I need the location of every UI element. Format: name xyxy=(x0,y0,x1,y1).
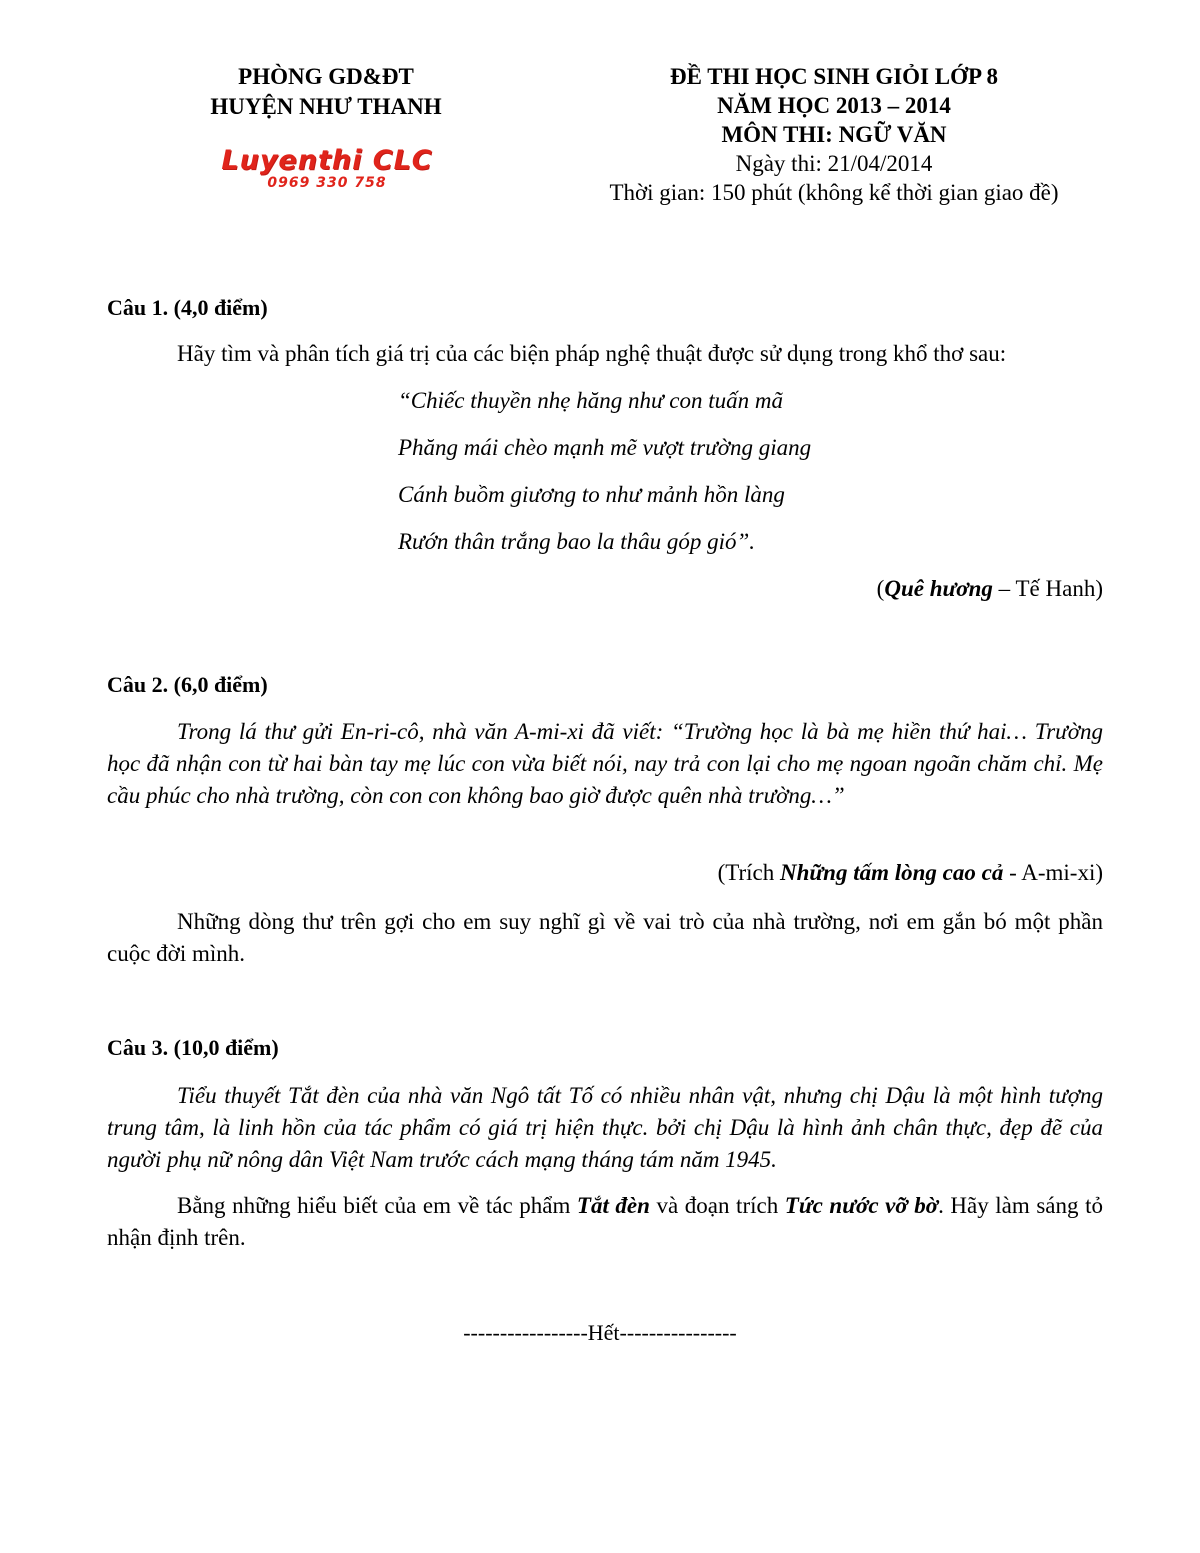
question-1-prompt: Hãy tìm và phân tích giá trị của các biện pháp nghệ thuật được sử dụng trong khổ thơ sau: xyxy=(177,341,1007,366)
question-3-title: Câu 3. (10,0 điểm) xyxy=(107,1035,279,1060)
work-title: Tắt đèn xyxy=(576,1193,650,1218)
end-marker: -----------------Hết---------------- xyxy=(463,1320,737,1345)
district-name: HUYỆN NHƯ THANH xyxy=(210,94,442,119)
logo xyxy=(216,146,438,190)
exam-header xyxy=(560,62,1108,207)
question-2-prompt: Những dòng thư trên gợi cho em suy nghĩ gì về vai trò của nhà trường, nơi em gắn bó một phần cuộc đời mình. xyxy=(107,909,1103,966)
question-3-prompt xyxy=(107,1190,1103,1254)
prompt-text: Bằng những hiểu biết của em về tác phẩm xyxy=(177,1193,577,1218)
logo-name: Luyenthi CLC xyxy=(221,145,433,176)
question-2-source xyxy=(718,860,1103,886)
work-title: Tức nước vỡ bờ xyxy=(784,1193,939,1218)
department-name: PHÒNG GD&ĐT xyxy=(238,64,414,89)
subject: MÔN THI: NGỮ VĂN xyxy=(721,122,947,147)
source-work: Những tấm lòng cao cả xyxy=(779,860,1004,885)
source-work: Quê hương xyxy=(884,576,993,601)
poem-line: “Chiếc thuyền nhẹ hăng như con tuấn mã xyxy=(398,388,783,413)
poem-line: Cánh buồm giương to như mảnh hồn làng xyxy=(398,482,785,507)
question-2-quote: Trong lá thư gửi En-ri-cô, nhà văn A-mi-xi đã viết: “Trường học là bà mẹ hiền thứ hai… Trường học đã nhận con từ hai bàn tay mẹ lúc con vừa biết nói, nay trả con lại cho mẹ ngoan ngoãn chăm chỉ. Mẹ cầu phúc cho nhà trường, còn con con không bao giờ được quên nhà trường…” xyxy=(107,719,1103,808)
source-open: ( xyxy=(876,576,885,601)
exam-date: Ngày thi: 21/04/2014 xyxy=(735,151,933,176)
department-header xyxy=(170,62,482,122)
source-author: - A-mi-xi) xyxy=(1003,860,1103,885)
question-1-title: Câu 1. (4,0 điểm) xyxy=(107,295,268,320)
question-1-source xyxy=(877,576,1103,602)
logo-phone: 0969 330 758 xyxy=(267,175,387,191)
exam-duration: Thời gian: 150 phút (không kể thời gian giao đề) xyxy=(609,180,1059,205)
source-open: (Trích xyxy=(717,860,780,885)
prompt-text: . Hãy làm sáng tỏ nhận định trên. xyxy=(107,1193,1103,1250)
poem-line: Phăng mái chèo mạnh mẽ vượt trường giang xyxy=(398,435,812,460)
poem-line: Rướn thân trắng bao la thâu góp gió”. xyxy=(398,529,756,554)
question-3-quote: Tiểu thuyết Tắt đèn của nhà văn Ngô tất Tố có nhiều nhân vật, nhưng chị Dậu là một hình tượng trung tâm, là linh hồn của tác phẩm có giá trị hiện thực. bởi chị Dậu là hình ảnh chân thực, đẹp đẽ của người phụ nữ nông dân Việt Nam trước cách mạng tháng tám năm 1945. xyxy=(107,1083,1103,1172)
exam-title: ĐỀ THI HỌC SINH GIỎI LỚP 8 xyxy=(669,64,999,89)
poem xyxy=(398,377,811,565)
prompt-text: và đoạn trích xyxy=(649,1193,785,1218)
school-year: NĂM HỌC 2013 – 2014 xyxy=(717,93,951,118)
question-2-title: Câu 2. (6,0 điểm) xyxy=(107,672,268,697)
source-author: – Tế Hanh) xyxy=(992,576,1103,601)
